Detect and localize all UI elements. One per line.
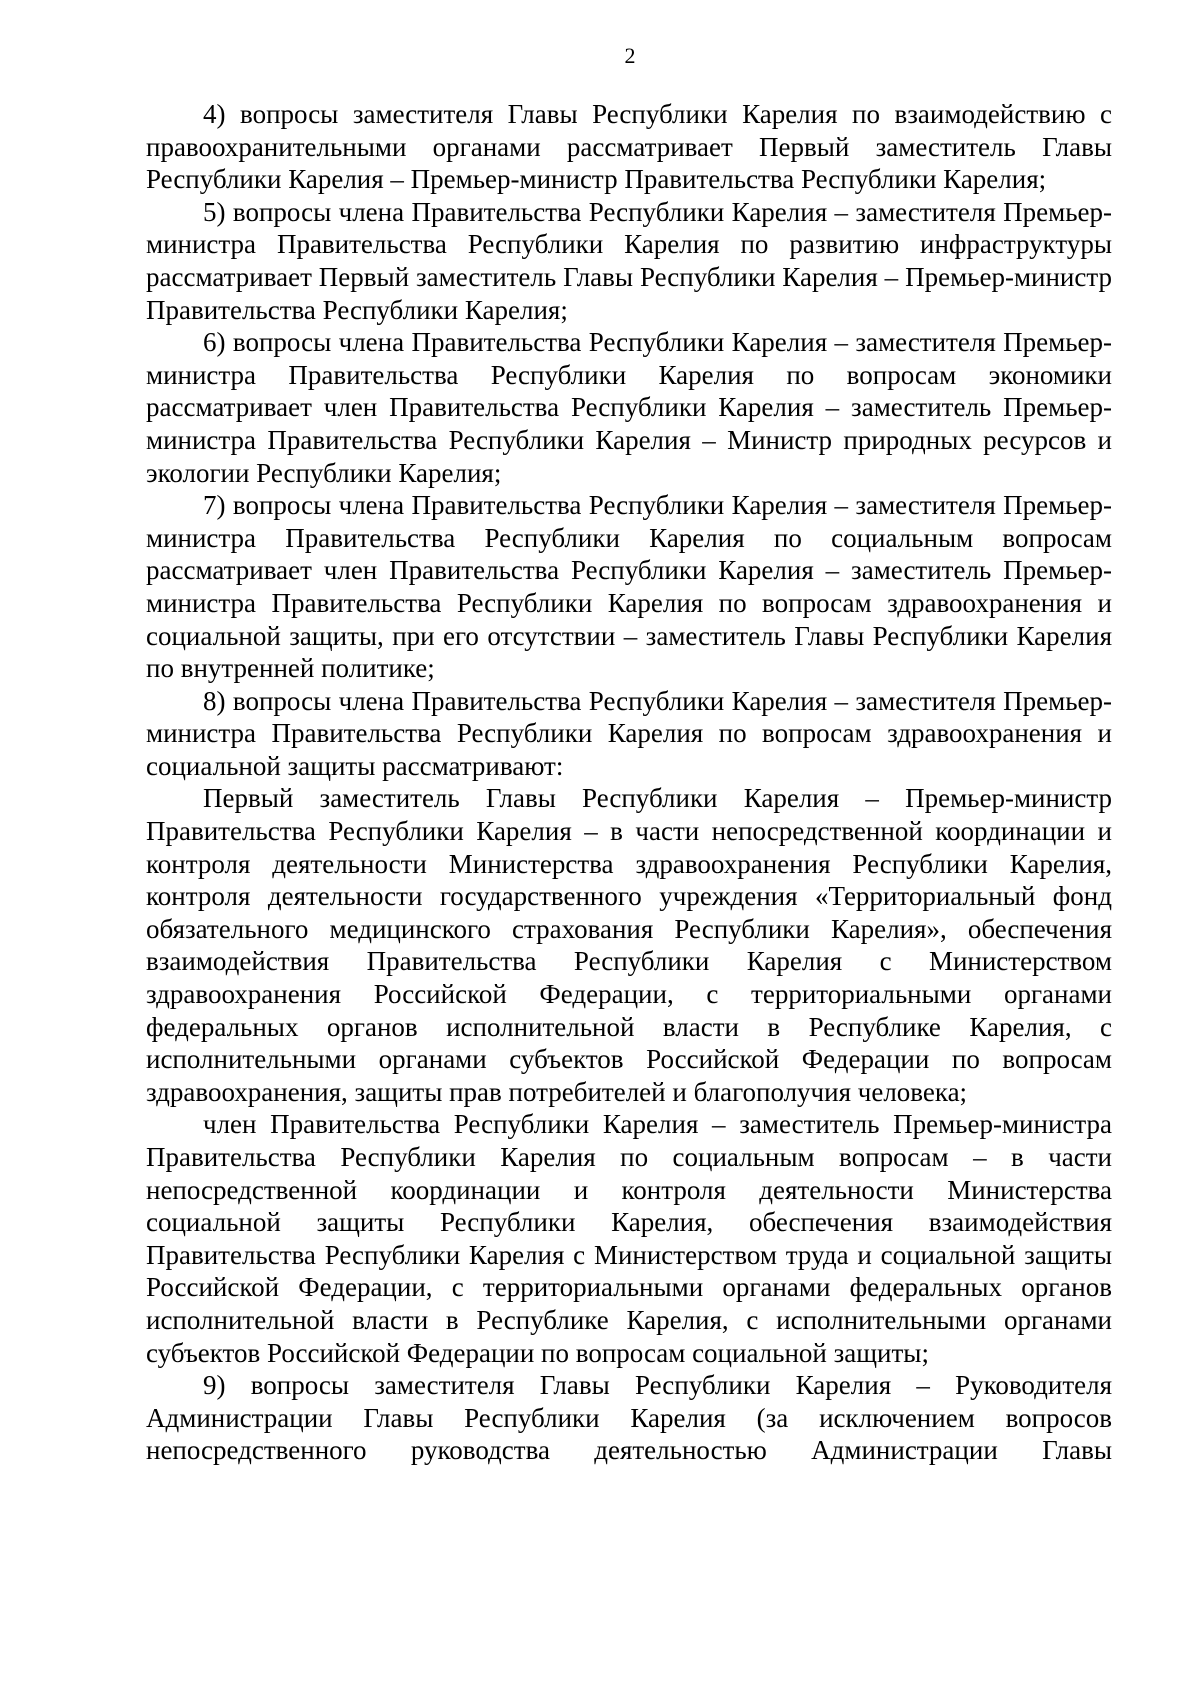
paragraph-item-8-social-deputy: член Правительства Республики Карелия – заместитель Премьер-министра Правительства Республики Карелия по социальным вопросам – в части непосредственной координации и контроля деятельности Министерства социальной защиты Республики Карелия, обеспечения взаимодействия Правительства Республики Карелия с Министерством труда и социальной защиты Российской Федерации, с территориальными органами федеральных органов исполнительной власти в Республике Карелия, с исполнительными органами субъектов Российской Федерации по вопросам социальной защиты; xyxy=(146,1109,1112,1368)
paragraph-item-7: 7) вопросы члена Правительства Республики Карелия – заместителя Премьер-министра Правительства Республики Карелия по социальным вопросам рассматривает член Правительства Республики Карелия – заместитель Премьер-министра Правительства Республики Карелия по вопросам здравоохранения и социальной защиты, при его отсутствии – заместитель Главы Республики Карелия по внутренней политике; xyxy=(146,490,1112,684)
paragraph-item-6: 6) вопросы члена Правительства Республики Карелия – заместителя Премьер-министра Правительства Республики Карелия по вопросам экономики рассматривает член Правительства Республики Карелия – заместитель Премьер-министра Правительства Республики Карелия – Министр природных ресурсов и экологии Республики Карелия; xyxy=(146,327,1112,488)
paragraph-item-9: 9) вопросы заместителя Главы Республики Карелия – Руководителя Администрации Главы Республики Карелия (за исключением вопросов непосредственного руководства деятельностью Администрации Главы xyxy=(146,1370,1112,1466)
page-number: 2 xyxy=(624,43,636,68)
paragraph-item-8: 8) вопросы члена Правительства Республики Карелия – заместителя Премьер-министра Правительства Республики Карелия по вопросам здравоохранения и социальной защиты рассматривают: xyxy=(146,685,1112,781)
paragraph-item-4: 4) вопросы заместителя Главы Республики Карелия по взаимодействию с правоохранительными органами рассматривает Первый заместитель Главы Республики Карелия – Премьер-министр Правительства Республики Карелия; xyxy=(146,99,1112,195)
paragraph-item-5: 5) вопросы члена Правительства Республики Карелия – заместителя Премьер-министра Правительства Республики Карелия по развитию инфраструктуры рассматривает Первый заместитель Главы Республики Карелия – Премьер-министр Правительства Республики Карелия; xyxy=(146,196,1112,325)
paragraph-item-8-first-deputy: Первый заместитель Главы Республики Карелия – Премьер-министр Правительства Республики Карелия – в части непосредственной координации и контроля деятельности Министерства здравоохранения Республики Карелия, контроля деятельности государственного учреждения «Территориальный фонд обязательного медицинского страхования Республики Карелия», обеспечения взаимодействия Правительства Республики Карелия с Министерством здравоохранения Российской Федерации, с территориальными органами федеральных органов исполнительной власти в Республике Карелия, с исполнительными органами субъектов Российской Федерации по вопросам здравоохранения, защиты прав потребителей и благополучия человека; xyxy=(146,783,1112,1107)
document-body xyxy=(146,98,1112,1467)
